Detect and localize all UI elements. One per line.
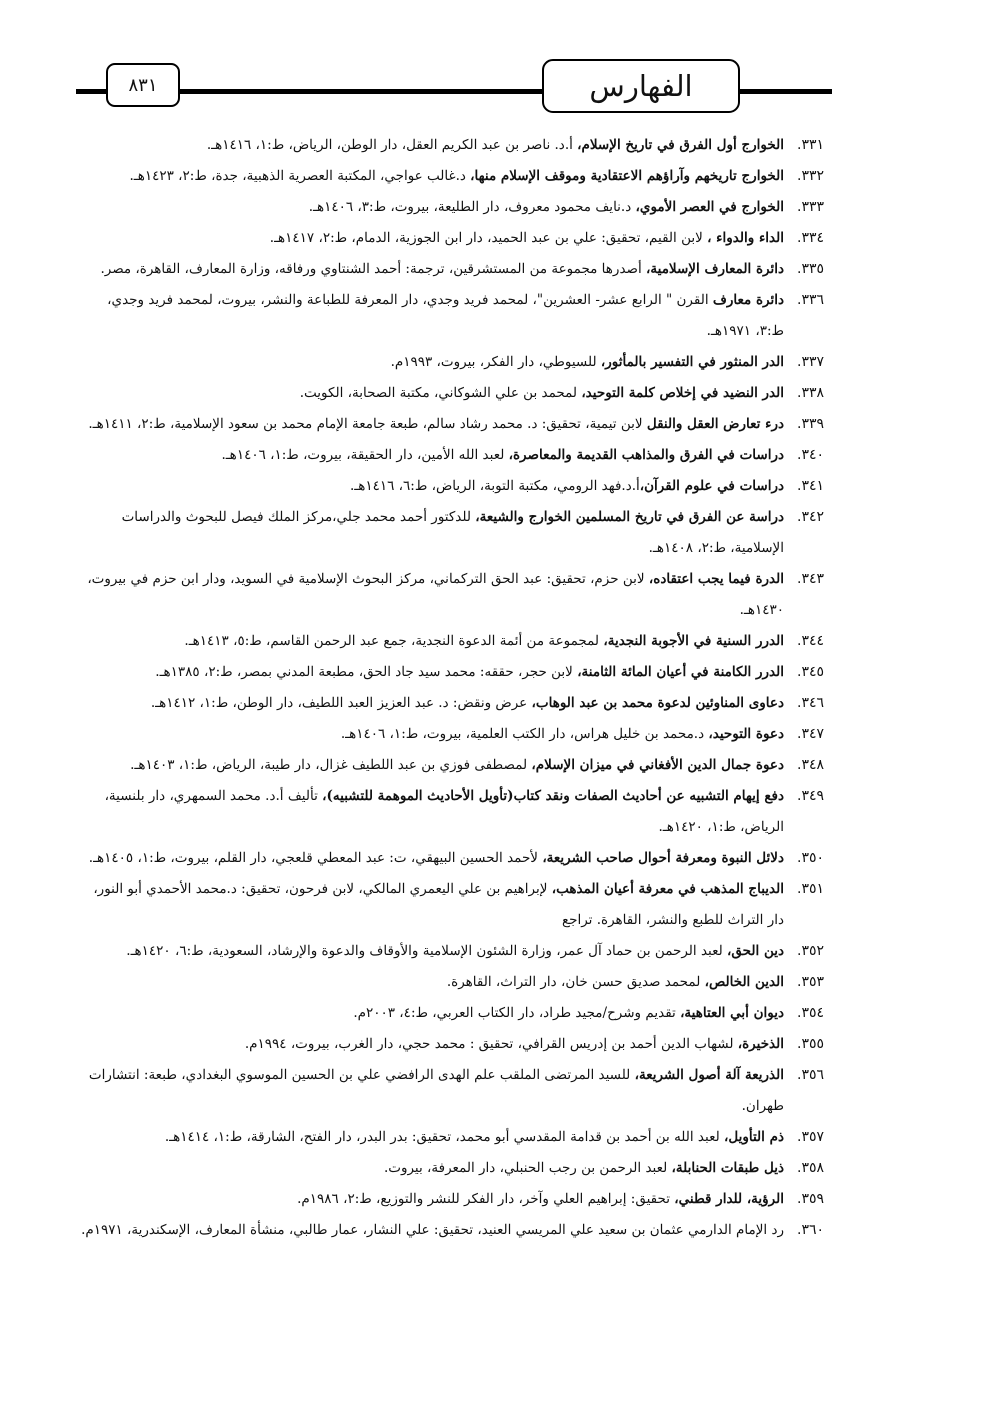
entry-details: للسيد المرتضى الملقب علم الهدى الرافضي علي بن الحسين الموسوي البغدادي، طبعة: انتشارات طهران. (88, 1067, 784, 1114)
entry-details: رد الإمام الدارمي عثمان بن سعيد علي المريسي العنيد، تحقيق: علي النشار، عمار طالبي، منشأة المعارف، الإسكندرية، ١٩٧١م. (81, 1222, 784, 1238)
entry-details: عرض ونقض: د. عبد العزيز العبد اللطيف، دار الوطن، ط:١، ١٤١٢هـ. (150, 695, 532, 711)
entry-title: الذخيرة، (737, 1036, 784, 1052)
entry-title: الدر النضيد في إخلاص كلمة التوحيد، (581, 385, 784, 401)
entry-details: د.غالب عواجي، المكتبة العصرية الذهبية، جدة، ط:٢، ١٤٢٣هـ. (129, 168, 471, 184)
entry-details: لإبراهيم بن علي اليعمري المالكي، لابن فرحون، تحقيق: د.محمد الأحمدي أبو النور، دار التراث للطبع والنشر، القاهرة. تراجع (93, 881, 784, 928)
entry-number: ٣٣٤. (796, 230, 824, 246)
entry-text (78, 378, 784, 409)
entry-title: ديوان أبي العتاهية، (680, 1005, 784, 1021)
entry-details: لمصطفى فوزي بن عبد اللطيف غزال، دار طيبة، الرياض، ط:١، ١٤٠٣هـ. (130, 757, 532, 773)
entry-text (78, 1153, 784, 1184)
entry-title: الدر المنثور في التفسير بالمأثور، (600, 354, 784, 370)
entry-text (78, 719, 784, 750)
entry-details: لعبد الله بن أحمد بن قدامة المقدسي أبو محمد، تحقيق: بدر البدر، دار الفتح، الشارقة، ط:١، ١٤١٤هـ. (164, 1129, 725, 1145)
entry-details: القرن " الرابع عشر- العشرين"، لمحمد فريد وجدي، دار المعرفة للطباعة والنشر، بيروت، لمحمد فريد وجدي، ط:٣، ١٩٧١هـ. (107, 292, 784, 339)
entry-number: ٣٣٥. (796, 261, 824, 277)
bibliography-entry (78, 1184, 824, 1215)
entry-text (78, 967, 784, 998)
bibliography-entry (78, 254, 824, 285)
bibliography-entry (78, 750, 824, 781)
entry-number: ٣٤٣. (796, 571, 824, 587)
entry-number: ٣٥٦. (796, 1067, 824, 1083)
entry-number: ٣٣٧. (796, 354, 824, 370)
bibliography-entry (78, 1122, 824, 1153)
bibliography-entry (78, 1153, 824, 1184)
entry-text (78, 750, 784, 781)
entry-text (78, 471, 784, 502)
entry-number: ٣٥٠. (796, 850, 824, 866)
entry-details: لمجموعة من أئمة الدعوة النجدية، جمع عبد الرحمن القاسم، ط:٥، ١٤١٣هـ. (184, 633, 604, 649)
bibliography-entry (78, 719, 824, 750)
entry-title: دراسة عن الفرق في تاريخ المسلمين الخوارج والشيعة، (475, 509, 784, 525)
bibliography-entry (78, 781, 824, 843)
entry-number: ٣٤١. (796, 478, 824, 494)
entry-title: الدرر السنية في الأجوبة النجدية، (603, 633, 784, 649)
entry-number: ٣٤٠. (796, 447, 824, 463)
bibliography-entry (78, 409, 824, 440)
entry-text (78, 843, 784, 874)
entry-text (78, 502, 784, 564)
entry-title: الرؤية، للدار قطني، (674, 1191, 784, 1207)
entry-text (78, 1184, 784, 1215)
entry-number: ٣٣٣. (796, 199, 824, 215)
entry-details: لابن القيم، تحقيق: علي بن عبد الحميد، دار ابن الجوزية، الدمام، ط:٢، ١٤١٧هـ. (269, 230, 708, 246)
header-rule-middle (180, 89, 544, 94)
entry-number: ٣٤٩. (796, 788, 824, 804)
entry-title: الخوارج تاريخهم وآراؤهم الاعتقادية وموقف الإسلام منها، (470, 168, 784, 184)
entry-number: ٣٦٠. (796, 1222, 824, 1238)
bibliography-entry (78, 1029, 824, 1060)
bibliography-entry (78, 688, 824, 719)
bibliography-entry (78, 967, 824, 998)
entry-number: ٣٤٥. (796, 664, 824, 680)
entry-details: لعبد الله الأمين، دار الحقيقة، بيروت، ط:١، ١٤٠٦هـ. (221, 447, 509, 463)
entry-number: ٣٣٢. (796, 168, 824, 184)
entry-title: الخوارج في العصر الأموي، (635, 199, 784, 215)
entry-text (78, 440, 784, 471)
entry-title: دعوة التوحيد، (708, 726, 784, 742)
entry-text (78, 1122, 784, 1153)
entry-number: ٣٥٥. (796, 1036, 824, 1052)
entry-details: لعبد الرحمن بن رجب الحنبلي، دار المعرفة، بيروت. (383, 1160, 672, 1176)
entry-details: لابن حزم، تحقيق: عبد الحق التركماني، مركز البحوث الإسلامية في السويد، ودار ابن حزم في بيروت، ١٤٣٠هـ. (87, 571, 784, 618)
bibliography-entry (78, 440, 824, 471)
bibliography-entry (78, 347, 824, 378)
entry-number: ٣٤٤. (796, 633, 824, 649)
entry-details: لمحمد بن علي الشوكاني، مكتبة الصحابة، الكويت. (299, 385, 582, 401)
entry-text (78, 657, 784, 688)
entry-number: ٣٥٣. (796, 974, 824, 990)
entry-number: ٣٣٦. (796, 292, 824, 308)
entry-details: تحقيق: إبراهيم العلي وآخر، دار الفكر للنشر والتوزيع، ط:٢، ١٩٨٦م. (297, 1191, 675, 1207)
entry-number: ٣٥١. (796, 881, 824, 897)
entry-text (78, 192, 784, 223)
page-number: ٨٣١ (106, 63, 180, 107)
bibliography-entry (78, 657, 824, 688)
bibliography-entry (78, 223, 824, 254)
entry-number: ٣٤٨. (796, 757, 824, 773)
entry-details: لعبد الرحمن بن حماد آل عمر، وزارة الشئون الإسلامية والأوقاف والدعوة والإرشاد، السعودية، ط:٦، ١٤٢٠هـ. (126, 943, 728, 959)
entry-title: الداء والدواء ، (707, 230, 784, 246)
entry-title: الذريعة آلة أصول الشريعة، (634, 1067, 784, 1083)
entry-number: ٣٥٧. (796, 1129, 824, 1145)
entry-text (78, 564, 784, 626)
page-header (0, 55, 992, 125)
entry-title: دراسات في علوم القرآن، (639, 478, 784, 494)
entry-number: ٣٤٦. (796, 695, 824, 711)
entry-details: أ.د.فهد الرومي، مكتبة التوبة، الرياض، ط:٦، ١٤١٦هـ. (349, 478, 640, 494)
entry-details: أصدرها مجموعة من المستشرقين، ترجمة: أحمد الشنتاوي ورفاقه، وزارة المعارف، القاهرة، مصر. (100, 261, 647, 277)
entry-title: الدرر الكامنة في أعيان المائة الثامنة، (577, 664, 784, 680)
entry-details: تقديم وشرح/مجيد طراد، دار الكتاب العربي، ط:٤، ٢٠٠٣م. (353, 1005, 681, 1021)
bibliography-entry (78, 378, 824, 409)
bibliography-entry (78, 874, 824, 936)
entry-text (78, 409, 784, 440)
entry-number: ٣٥٨. (796, 1160, 824, 1176)
bibliography-list (78, 130, 824, 1246)
entry-title: دائرة المعارف الإسلامية، (646, 261, 784, 277)
entry-title: دلائل النبوة ومعرفة أحوال صاحب الشريعة، (542, 850, 784, 866)
entry-text (78, 781, 784, 843)
bibliography-entry (78, 502, 824, 564)
entry-text (78, 874, 784, 936)
entry-title: درء تعارض العقل والنقل (646, 416, 784, 432)
entry-details: لمحمد صديق حسن خان، دار التراث، القاهرة. (446, 974, 705, 990)
bibliography-entry (78, 471, 824, 502)
entry-number: ٣٣٨. (796, 385, 824, 401)
page-title: الفهارس (542, 59, 740, 113)
entry-number: ٣٤٧. (796, 726, 824, 742)
bibliography-entry (78, 998, 824, 1029)
entry-details: د.محمد بن خليل هراس، دار الكتب العلمية، بيروت، ط:١، ١٤٠٦هـ. (340, 726, 709, 742)
bibliography-entry (78, 1215, 824, 1246)
entry-number: ٣٤٢. (796, 509, 824, 525)
bibliography-entry (78, 626, 824, 657)
entry-text (78, 347, 784, 378)
entry-title: الدين الخالص، (704, 974, 784, 990)
entry-text (78, 1029, 784, 1060)
entry-text (78, 936, 784, 967)
entry-text (78, 626, 784, 657)
entry-title: الدرة فيما يجب اعتقاده، (648, 571, 784, 587)
entry-title: دعوة جمال الدين الأفغاني في ميزان الإسلام، (531, 757, 784, 773)
entry-text (78, 161, 784, 192)
entry-text (78, 1215, 784, 1246)
bibliography-entry (78, 564, 824, 626)
entry-title: دفع إيهام التشبيه عن أحاديث الصفات ونقد كتاب(تأويل الأحاديث الموهمة للتشبيه)، (322, 788, 784, 804)
entry-details: أ.د. ناصر بن عبد الكريم العقل، دار الوطن، الرياض، ط:١، ١٤١٦هـ. (206, 137, 578, 153)
entry-title: ذيل طبقات الحنابلة، (671, 1160, 784, 1176)
entry-title: الديباج المذهب في معرفة أعيان المذهب، (551, 881, 784, 897)
entry-details: لابن تيمية، تحقيق: د. محمد رشاد سالم، طبعة جامعة الإمام محمد بن سعود الإسلامية، ط:٢، ١٤١١هـ. (88, 416, 647, 432)
entry-title: دين الحق، (727, 943, 784, 959)
bibliography-entry (78, 192, 824, 223)
entry-details: لشهاب الدين أحمد بن إدريس القرافي، تحقيق : محمد حجي، دار الغرب، بيروت، ١٩٩٤م. (244, 1036, 738, 1052)
bibliography-entry (78, 1060, 824, 1122)
entry-title: ذم التأويل، (724, 1129, 784, 1145)
entry-number: ٣٥٤. (796, 1005, 824, 1021)
bibliography-entry (78, 843, 824, 874)
entry-number: ٣٣١. (796, 137, 824, 153)
entry-title: دعاوى المناوئين لدعوة محمد بن عبد الوهاب، (531, 695, 784, 711)
header-rule-left (76, 89, 108, 94)
entry-details: لابن حجر، حققه: محمد سيد جاد الحق، مطبعة المدني بمصر، ط:٢، ١٣٨٥هـ. (155, 664, 578, 680)
entry-details: للدكتور أحمد محمد جلي،مركز الملك فيصل للبحوث والدراسات الإسلامية، ط:٢، ١٤٠٨هـ. (121, 509, 784, 556)
entry-text (78, 285, 784, 347)
entry-number: ٣٣٩. (796, 416, 824, 432)
entry-details: لأحمد الحسين البيهقي، ت: عبد المعطي قلعجي، دار القلم، بيروت، ط:١، ١٤٠٥هـ. (88, 850, 543, 866)
entry-title: دراسات في الفرق والمذاهب القديمة والمعاصرة، (508, 447, 784, 463)
entry-details: للسيوطي، دار الفكر، بيروت، ١٩٩٣م. (390, 354, 601, 370)
bibliography-entry (78, 161, 824, 192)
bibliography-entry (78, 130, 824, 161)
bibliography-entry (78, 285, 824, 347)
entry-details: د.نايف محمود معروف، دار الطليعة، بيروت، ط:٣، ١٤٠٦هـ. (308, 199, 636, 215)
bibliography-entry (78, 936, 824, 967)
entry-text (78, 223, 784, 254)
entry-text (78, 998, 784, 1029)
entry-text (78, 130, 784, 161)
entry-text (78, 1060, 784, 1122)
entry-details: تأليف أ.د. محمد السمهري، دار بلنسية، الرياض، ط:١، ١٤٢٠هـ. (104, 788, 784, 835)
entry-number: ٣٥٢. (796, 943, 824, 959)
entry-text (78, 254, 784, 285)
entry-title: الخوارج أول الفرق في تاريخ الإسلام، (577, 137, 784, 153)
entry-title: دائرة معارف (712, 292, 784, 308)
entry-number: ٣٥٩. (796, 1191, 824, 1207)
header-rule-right (738, 89, 832, 94)
entry-text (78, 688, 784, 719)
